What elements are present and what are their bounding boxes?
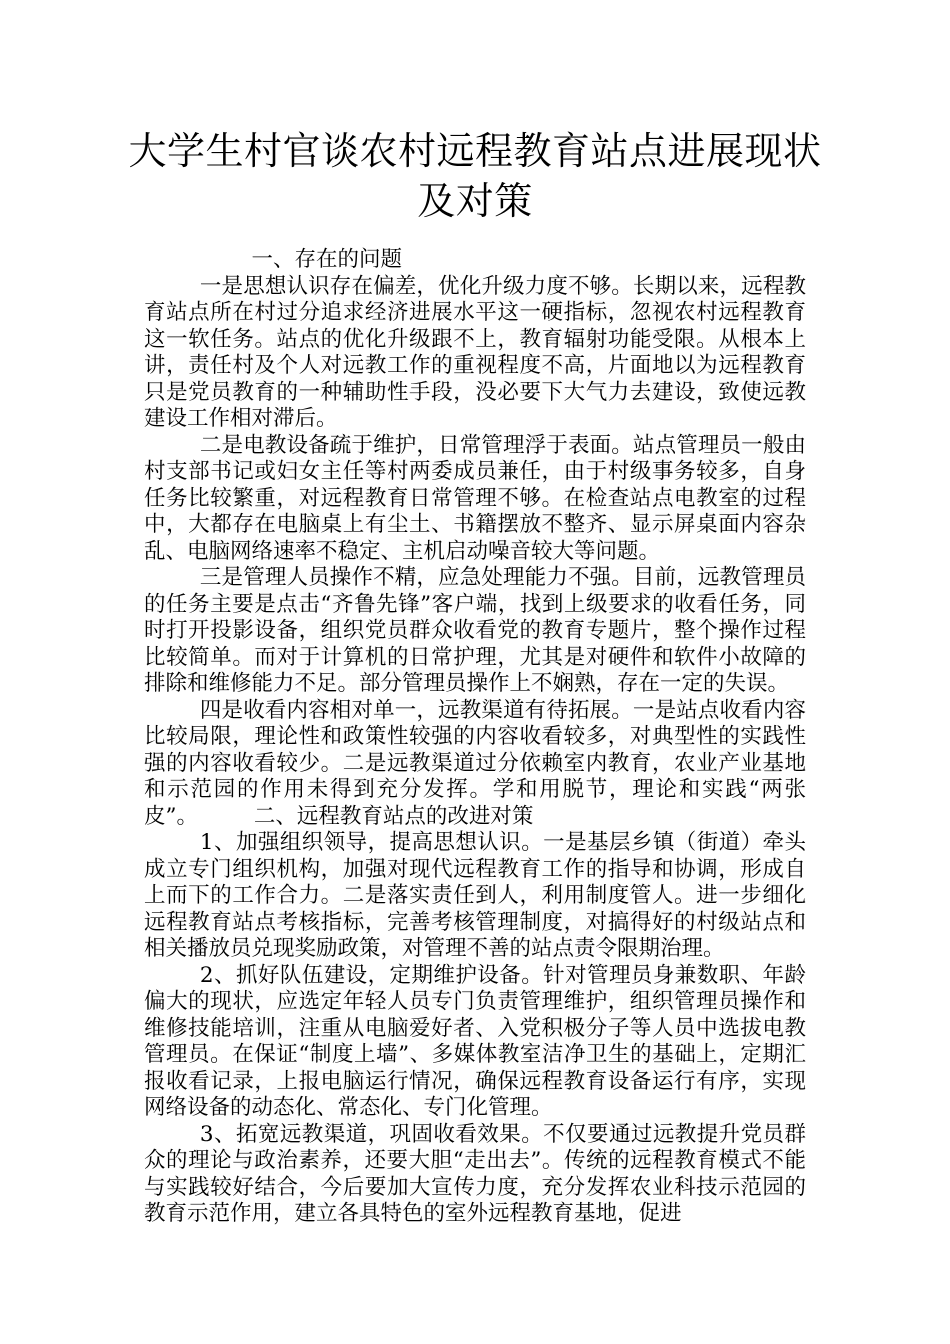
paragraph-measure-1: 1、加强组织领导，提高思想认识。一是基层乡镇（街道）牵头成立专门组织机构，加强对现代远程教育工作的指导和协调，形成自上而下的工作合力。二是落实责任到人，利用制度管人。进一步细化远程教育站点考核指标，完善考核管理制度，对搞得好的村级站点和相关播放员兑现奖励政策，对管理不善的站点责令限期治理。 (144, 830, 806, 961)
section-heading-problems: 一、存在的问题 (251, 247, 403, 272)
section-heading-measures: 二、远程教育站点的改进对策 (253, 803, 534, 829)
document-body (144, 247, 806, 1228)
paragraph-problem-2: 二是电教设备疏于维护，日常管理浮于表面。站点管理员一般由村支部书记或妇女主任等村两委成员兼任，由于村级事务较多，自身任务比较繁重，对远程教育日常管理不够。在检查站点电教室的过程中，大都存在电脑桌上有尘土、书籍摆放不整齐、显示屏桌面内容杂乱、电脑网络速率不稳定、主机启动噪音较大等问题。 (144, 432, 806, 564)
paragraph-measure-2: 2、抓好队伍建设，定期维护设备。针对管理员身兼数职、年龄偏大的现状，应选定年轻人员专门负责管理维护，组织管理员操作和维修技能培训，注重从电脑爱好者、入党积极分子等人员中选拔电教管理员。在保证“制度上墙”、多媒体教室洁净卫生的基础上，定期汇报收看记录，上报电脑运行情况，确保远程教育设备运行有序，实现网络设备的动态化、常态化、专门化管理。 (144, 962, 806, 1120)
title-line-2: 及对策 (417, 179, 533, 223)
paragraph-problem-4 (144, 698, 806, 831)
paragraph-problem-1: 一是思想认识存在偏差，优化升级力度不够。长期以来，远程教育站点所在村过分追求经济进展水平这一硬指标，忽视农村远程教育这一软任务。站点的优化升级跟不上，教育辐射功能受限。从根本上讲，责任村及个人对远教工作的重视程度不高，片面地以为远程教育只是党员教育的一种辅助性手段，没必要下大气力去建设，致使远教建设工作相对滞后。 (144, 273, 806, 431)
paragraph-problem-4-text: 四是收看内容相对单一，远教渠道有待拓展。一是站点收看内容比较局限，理论性和政策性较强的内容收看较多，对典型性的实践性强的内容收看较少。二是远教渠道过分依赖室内教育，农业产业基地和示范园的作用未得到充分发挥。学和用脱节，理论和实践“两张皮”。 (144, 697, 806, 829)
document-title (120, 126, 830, 226)
title-line-1: 大学生村官谈农村远程教育站点进展现状 (128, 129, 822, 173)
paragraph-measure-3: 3、拓宽远教渠道，巩固收看效果。不仅要通过远教提升党员群众的理论与政治素养，还要大胆“走出去”。传统的远程教育模式不能与实践较好结合，今后要加大宣传力度，充分发挥农业科技示范园的教育示范作用，建立各具特色的室外远程教育基地，促进 (144, 1121, 806, 1226)
paragraph-problem-3: 三是管理人员操作不精，应急处理能力不强。目前，远教管理员的任务主要是点击“齐鲁先锋”客户端，找到上级要求的收看任务，同时打开投影设备，组织党员群众收看党的教育专题片，整个操作过程比较简单。而对于计算机的日常护理，尤其是对硬件和软件小故障的排除和维修能力不足。部分管理员操作上不娴熟，存在一定的失误。 (144, 565, 806, 696)
